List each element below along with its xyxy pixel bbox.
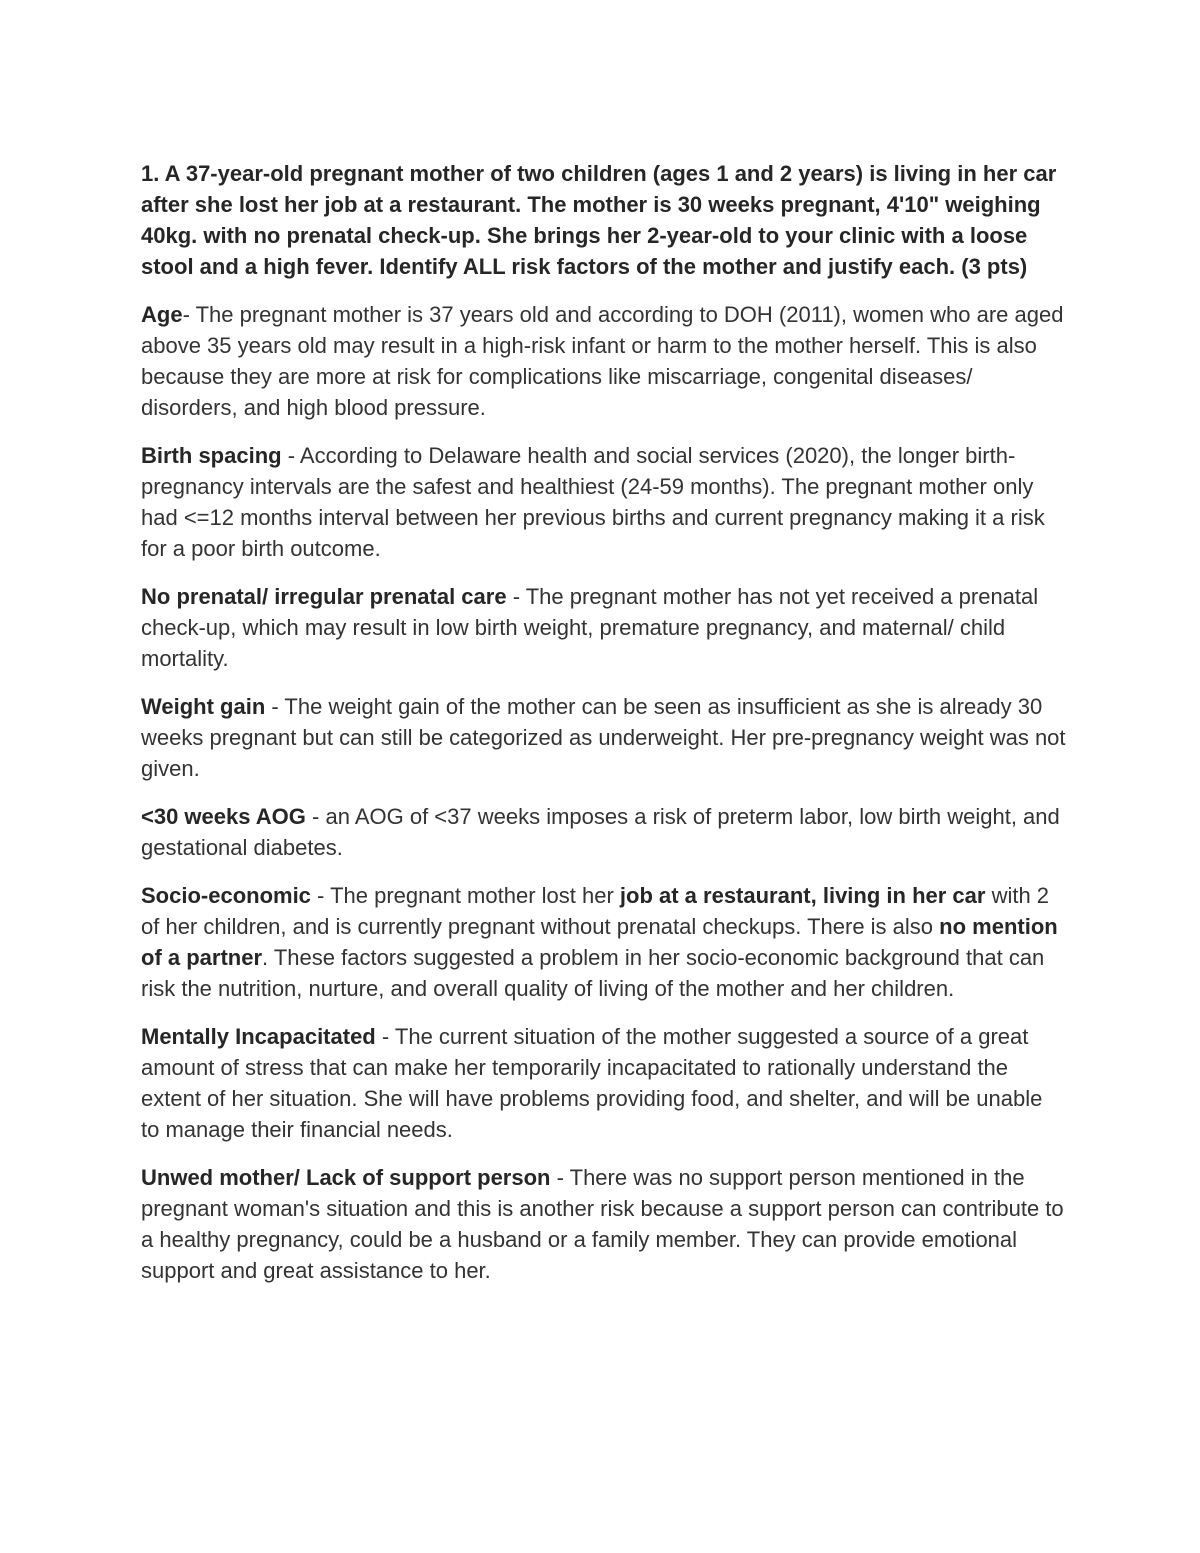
answer-heading: Age — [141, 302, 183, 327]
answer-emphasis: no mention of a partner — [141, 914, 1058, 970]
answer-mentally-incapacitated — [141, 1021, 1066, 1145]
answer-text: - The pregnant mother lost her — [310, 883, 620, 908]
answer-text: - According to Delaware health and social services (2020), the longer birth-pregnancy intervals are the safest and healthiest (24-59 months). The pregnant mother only had <=12 months interval between her previous births and current pregnancy making it a risk for a poor birth outcome. — [141, 443, 1045, 561]
answer-heading: No prenatal/ irregular prenatal care — [141, 584, 507, 609]
answer-text: - The weight gain of the mother can be seen as insufficient as she is already 30 weeks pregnant but can still be categorized as underweight. Her pre-pregnancy weight was not given. — [141, 694, 1066, 781]
answer-aog — [141, 801, 1066, 863]
answer-text: - an AOG of <37 weeks imposes a risk of preterm labor, low birth weight, and gestational diabetes. — [141, 804, 1060, 860]
answer-heading: Mentally Incapacitated — [141, 1024, 376, 1049]
answer-heading: Socio-economic — [141, 883, 311, 908]
answer-heading: <30 weeks AOG — [141, 804, 306, 829]
answer-emphasis: job at a restaurant, living in her car — [619, 883, 986, 908]
answer-support-person — [141, 1162, 1066, 1286]
answer-text: - The current situation of the mother suggested a source of a great amount of stress that can make her temporarily incapacitated to rationally understand the extent of her situation. She will have problems providing food, and shelter, and will be unable to manage their financial needs. — [141, 1024, 1043, 1142]
document-page — [141, 158, 1066, 1303]
answer-birth-spacing — [141, 440, 1066, 564]
answer-text: - There was no support person mentioned in the pregnant woman's situation and this is another risk because a support person can contribute to a healthy pregnancy, could be a husband or a family member. They can provide emotional support and great assistance to her. — [141, 1165, 1064, 1283]
answer-text: - The pregnant mother is 37 years old and according to DOH (2011), women who are aged above 35 years old may result in a high-risk infant or harm to the mother herself. This is also because they are more at risk for complications like miscarriage, congenital diseases/ disorders, and high blood pressure. — [141, 302, 1064, 420]
answer-age — [141, 299, 1066, 423]
answer-heading: Birth spacing — [141, 443, 282, 468]
answer-text: . These factors suggested a problem in her socio-economic background that can risk the nutrition, nurture, and overall quality of living of the mother and her children. — [141, 945, 1045, 1001]
answer-text: - The pregnant mother has not yet received a prenatal check-up, which may result in low birth weight, premature pregnancy, and maternal/ child mortality. — [141, 584, 1039, 671]
answer-prenatal-care — [141, 581, 1066, 674]
question-text: 1. A 37-year-old pregnant mother of two children (ages 1 and 2 years) is living in her car after she lost her job at a restaurant. The mother is 30 weeks pregnant, 4'10" weighing 40kg. with no prenatal check-up. She brings her 2-year-old to your clinic with a loose stool and a high fever. Identify ALL risk factors of the mother and justify each. (3 pts) — [141, 161, 1057, 279]
answer-socio-economic — [141, 880, 1066, 1004]
answer-heading: Unwed mother/ Lack of support person — [141, 1165, 551, 1190]
answer-heading: Weight gain — [141, 694, 266, 719]
answer-weight-gain — [141, 691, 1066, 784]
answer-text: with 2 of her children, and is currently pregnant without prenatal checkups. There is also — [141, 883, 1050, 939]
